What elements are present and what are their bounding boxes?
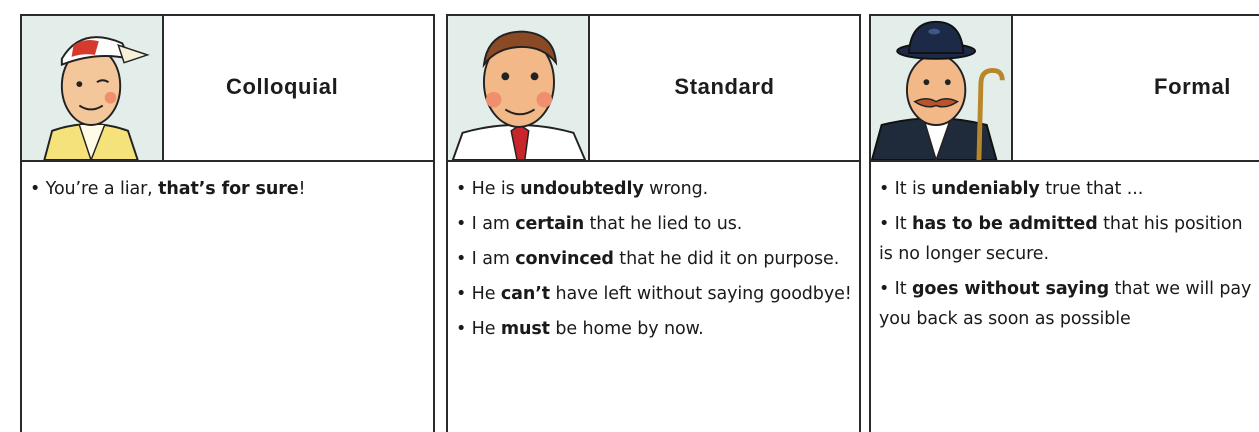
- colloquial-examples: [20, 160, 435, 432]
- standard-man-illustration: [448, 16, 590, 160]
- header-formal: [869, 14, 1259, 162]
- colloquial-title: Colloquial: [226, 74, 339, 99]
- column-standard: [446, 0, 861, 432]
- example-item: • I am convinced that he did it on purpose.: [456, 249, 840, 269]
- example-item: • He is undoubtedly wrong.: [456, 179, 709, 199]
- header-colloquial: [20, 14, 435, 162]
- example-item: • It goes without saying that we will pay you back as soon as possible: [879, 279, 1252, 329]
- example-item: • I am certain that he lied to us.: [456, 214, 743, 234]
- example-item: • He must be home by now.: [456, 319, 704, 339]
- header-standard: [446, 14, 861, 162]
- column-formal: [869, 0, 1259, 432]
- example-item: • It has to be admitted that his position is no longer secure.: [879, 214, 1243, 264]
- example-item: • It is undeniably true that ...: [879, 179, 1144, 199]
- standard-title: Standard: [674, 74, 775, 99]
- example-item: • You’re a liar, that’s for sure!: [30, 179, 306, 199]
- formal-examples: [869, 160, 1259, 432]
- formal-gentleman-illustration: [871, 16, 1013, 160]
- standard-examples: [446, 160, 861, 432]
- formal-title: Formal: [1154, 74, 1231, 99]
- colloquial-man-illustration: [22, 16, 164, 160]
- column-colloquial: [20, 0, 435, 432]
- example-item: • He can’t have left without saying goodbye!: [456, 284, 852, 304]
